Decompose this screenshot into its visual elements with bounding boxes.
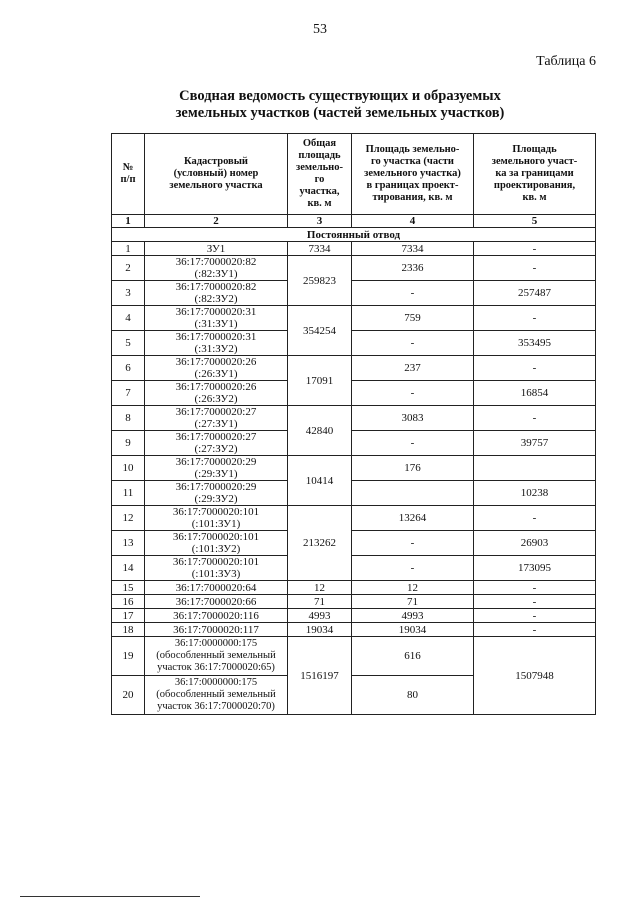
section-row [112,228,596,242]
total-area: 4993 [288,609,352,623]
row-number: 11 [112,481,145,506]
area-inside: 13264 [352,506,474,531]
cadastral-line: ЗУ1 [206,242,226,255]
header-line: го [314,174,325,185]
cadastral-cell [145,356,288,381]
table-row [112,431,596,456]
cadastral-line: 36:17:7000020:82 [175,256,257,268]
header-line: земельного участ- [491,156,578,167]
cadastral-cell [145,456,288,481]
header-cadastral [145,134,288,215]
cadastral-line: (:26:ЗУ1) [194,368,238,380]
cadastral-line: 36:17:7000020:82 [175,281,257,293]
cadastral-cell [145,306,288,331]
total-area: 12 [288,581,352,595]
total-area: 1516197 [288,637,352,715]
area-inside: 7334 [352,242,474,256]
area-outside: 39757 [474,431,596,456]
area-inside: 616 [352,637,474,676]
table-row [112,256,596,281]
area-outside: - [474,242,596,256]
table-row [112,581,596,595]
cadastral-cell [145,609,288,623]
table-row [112,242,596,256]
cadastral-line: (обособленный земельный [156,650,276,661]
total-area: 71 [288,595,352,609]
title-line: Сводная ведомость существующих и образуемых [179,88,501,104]
total-area: 259823 [288,256,352,306]
area-outside: 16854 [474,381,596,406]
area-inside: 71 [352,595,474,609]
area-inside: - [352,431,474,456]
area-outside [474,456,596,481]
cadastral-line: 36:17:7000020:29 [175,481,257,493]
area-inside: - [352,281,474,306]
cadastral-line: (:101:ЗУ2) [191,543,241,555]
header-line: в границах проект- [366,180,459,191]
footer-divider [20,896,200,897]
row-number: 4 [112,306,145,331]
cadastral-cell [145,242,288,256]
row-number: 6 [112,356,145,381]
table-row [112,623,596,637]
cadastral-line: (:29:ЗУ2) [194,493,238,505]
area-inside: 19034 [352,623,474,637]
header-line: земельного участка [169,180,263,191]
area-outside: - [474,306,596,331]
row-number: 8 [112,406,145,431]
column-number: 3 [288,215,352,228]
header-line: Площадь [512,144,557,155]
column-number: 1 [112,215,145,228]
area-outside: - [474,595,596,609]
header-number [112,134,145,215]
cadastral-line: 36:17:7000020:117 [173,623,259,636]
cadastral-cell [145,431,288,456]
area-outside: 173095 [474,556,596,581]
area-outside: - [474,506,596,531]
cadastral-line: 36:17:7000020:31 [175,331,257,343]
cadastral-line: 36:17:7000020:101 [172,506,260,518]
cadastral-line: (:31:ЗУ1) [194,318,238,330]
header-total-area [288,134,352,215]
row-number: 10 [112,456,145,481]
row-number: 3 [112,281,145,306]
row-number: 13 [112,531,145,556]
row-number: 2 [112,256,145,281]
table-label: Таблица 6 [536,54,596,69]
header-line: Кадастровый [184,156,248,167]
area-outside: 1507948 [474,637,596,715]
total-area: 17091 [288,356,352,406]
area-outside: - [474,623,596,637]
header-line: участка, [299,186,340,197]
total-area: 213262 [288,506,352,581]
cadastral-cell [145,506,288,531]
table-row [112,456,596,481]
header-line: (условный) номер [173,168,259,179]
cadastral-line: 36:17:7000020:66 [175,595,257,608]
column-number: 5 [474,215,596,228]
header-line: Общая [302,138,337,149]
cadastral-line: 36:17:7000020:26 [175,356,257,368]
row-number: 16 [112,595,145,609]
header-line: проектирования, [493,180,576,191]
header-line: кв. м [307,198,332,209]
cadastral-line: 36:17:0000000:175 [174,638,258,649]
cadastral-cell [145,531,288,556]
column-number: 2 [145,215,288,228]
cadastral-line: (:29:ЗУ1) [194,468,238,480]
header-line: тирования, кв. м [372,192,453,203]
table-row [112,556,596,581]
cadastral-line: (:101:ЗУ1) [191,518,241,530]
cadastral-line: 36:17:7000020:27 [175,406,257,418]
section-title: Постоянный отвод [112,228,596,242]
area-outside: - [474,356,596,381]
table-row [112,481,596,506]
area-inside: 2336 [352,256,474,281]
header-line: площадь [298,150,341,161]
area-inside: - [352,531,474,556]
header-line: кв. м [522,192,547,203]
area-outside: - [474,406,596,431]
cadastral-line: 36:17:0000000:175 [174,677,258,688]
table-row [112,406,596,431]
row-number: 20 [112,676,145,715]
area-outside: - [474,581,596,595]
column-number-row [112,215,596,228]
table-row [112,531,596,556]
header-line: ка за границами [495,168,574,179]
table-row [112,281,596,306]
area-outside: 353495 [474,331,596,356]
cadastral-line: 36:17:7000020:101 [172,556,260,568]
cadastral-line: (:26:ЗУ2) [194,393,238,405]
area-inside: 4993 [352,609,474,623]
header-row [112,134,596,215]
cadastral-line: (:101:ЗУ3) [191,568,241,580]
cadastral-line: 36:17:7000020:29 [175,456,257,468]
total-area: 7334 [288,242,352,256]
area-outside: 257487 [474,281,596,306]
cadastral-cell [145,556,288,581]
cadastral-line: 36:17:7000020:27 [175,431,257,443]
cadastral-line: участок 36:17:7000020:65) [157,662,275,673]
area-inside: - [352,331,474,356]
row-number: 14 [112,556,145,581]
area-inside: - [352,556,474,581]
area-outside: 10238 [474,481,596,506]
table-row [112,637,596,676]
header-line: Площадь земельно- [365,144,460,155]
row-number: 15 [112,581,145,595]
table-row [112,306,596,331]
cadastral-line: (:82:ЗУ2) [194,293,238,305]
header-area-inside [352,134,474,215]
table-row [112,609,596,623]
header-area-outside [474,134,596,215]
header-line: земельного участка) [364,168,461,179]
cadastral-line: 36:17:7000020:101 [172,531,260,543]
cadastral-line: 36:17:7000020:26 [175,381,257,393]
area-inside [352,481,474,506]
cadastral-line: (обособленный земельный [156,689,276,700]
table-row [112,595,596,609]
header-line: № [122,162,134,173]
cadastral-line: (:31:ЗУ2) [194,343,238,355]
cadastral-line: (:82:ЗУ1) [194,268,238,280]
cadastral-cell [145,381,288,406]
cadastral-line: 36:17:7000020:116 [173,609,259,622]
row-number: 5 [112,331,145,356]
cadastral-cell [145,676,288,715]
area-outside: - [474,256,596,281]
cadastral-cell [145,256,288,281]
cadastral-cell [145,581,288,595]
cadastral-cell [145,281,288,306]
page-number: 53 [313,22,327,37]
cadastral-cell [145,481,288,506]
table-row [112,381,596,406]
cadastral-cell [145,331,288,356]
title-line: земельных участков (частей земельных участков) [175,105,505,121]
land-plots-table [111,133,596,715]
total-area: 19034 [288,623,352,637]
area-inside: 12 [352,581,474,595]
column-number: 4 [352,215,474,228]
area-outside: - [474,609,596,623]
row-number: 9 [112,431,145,456]
total-area: 10414 [288,456,352,506]
table-row [112,356,596,381]
cadastral-line: участок 36:17:7000020:70) [157,701,275,712]
area-inside: - [352,381,474,406]
area-inside: 237 [352,356,474,381]
row-number: 7 [112,381,145,406]
cadastral-line: (:27:ЗУ1) [194,418,238,430]
row-number: 18 [112,623,145,637]
header-line: го участка (части [371,156,454,167]
cadastral-cell [145,623,288,637]
header-line: земельно- [296,162,343,173]
row-number: 1 [112,242,145,256]
cadastral-line: (:27:ЗУ2) [194,443,238,455]
row-number: 19 [112,637,145,676]
area-inside: 759 [352,306,474,331]
row-number: 12 [112,506,145,531]
header-line: п/п [120,174,136,185]
cadastral-cell [145,595,288,609]
area-inside: 80 [352,676,474,715]
area-outside: 26903 [474,531,596,556]
total-area: 42840 [288,406,352,456]
document-title [140,88,540,122]
cadastral-cell [145,406,288,431]
area-inside: 176 [352,456,474,481]
row-number: 17 [112,609,145,623]
cadastral-line: 36:17:7000020:31 [175,306,257,318]
cadastral-line: 36:17:7000020:64 [175,581,257,594]
table-row [112,331,596,356]
area-inside: 3083 [352,406,474,431]
table-row [112,506,596,531]
cadastral-cell [145,637,288,676]
total-area: 354254 [288,306,352,356]
